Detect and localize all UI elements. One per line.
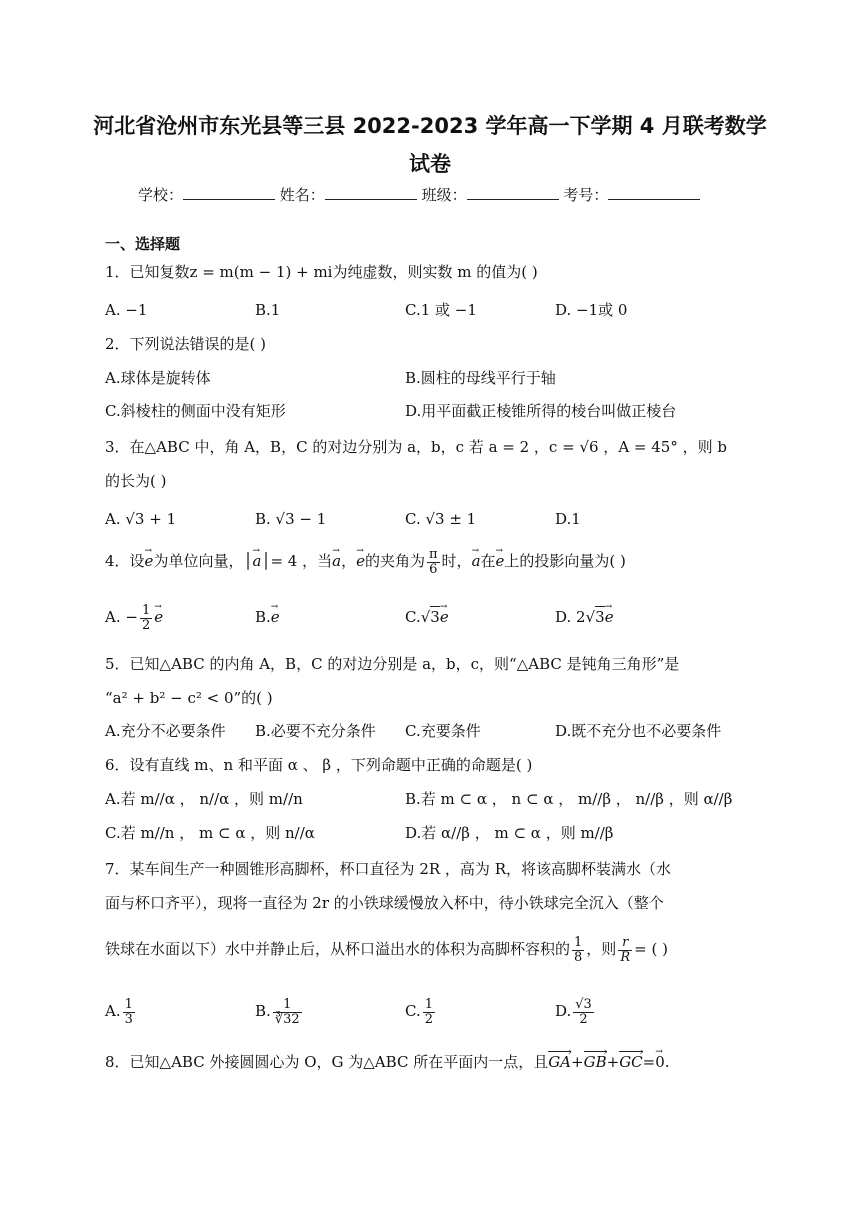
student-info-row xyxy=(138,184,700,205)
exam-no-label: 考号： xyxy=(563,186,609,204)
question-1: 1．已知复数z = m(m − 1) + mi为纯虚数，则实数 m 的值为( ) xyxy=(105,263,538,281)
vector-GC: GC › xyxy=(619,1051,642,1071)
q7-option-c: C. $\frac{1}{2}$ xyxy=(405,997,433,1027)
q2-option-d: D.用平面截正棱锥所得的棱台叫做正棱台 xyxy=(405,402,677,420)
question-5-line-1: 5．已知△ABC 的内角 A，B，C 的对边分别是 a，b，c，则“△ABC 是钝角三角形”是 xyxy=(105,655,680,673)
zero-vector: → 0 xyxy=(655,1052,665,1072)
vector-a-magnitude: → a xyxy=(252,551,261,571)
section-heading: 一、选择题 xyxy=(105,235,181,253)
class-blank[interactable] xyxy=(467,185,559,200)
q1-option-c: C.1 或 −1 xyxy=(405,301,477,319)
q7-option-b: B. $\frac{1}{∛32}$ xyxy=(255,997,300,1027)
page-title-continued: 试卷 xyxy=(409,152,451,176)
q4-option-a: A. − $\frac{1}{2}$ → e xyxy=(105,604,163,632)
q7-option-d: D. $\frac{√3}{2}$ xyxy=(555,997,592,1027)
fraction-1-over-8: $\frac{1}{8}$ xyxy=(574,935,583,965)
q5-option-b: B.必要不充分条件 xyxy=(255,722,376,740)
question-5-line-2: “a² + b² − c² < 0”的( ) xyxy=(105,689,273,707)
q4-option-c: C.√3→ e xyxy=(405,607,449,627)
question-3-line-2: 的长为( ) xyxy=(105,472,167,490)
fraction-pi-over-6: $\frac{\pi}{6}$ xyxy=(429,547,438,577)
q2-option-a: A.球体是旋转体 xyxy=(105,369,211,387)
q1-option-d: D. −1或 0 xyxy=(555,301,628,319)
q4-option-b: B.→ e xyxy=(255,607,280,627)
fraction-r-over-R: $\frac{r}{R}$ xyxy=(620,935,631,965)
q3-option-b: B. √3 − 1 xyxy=(255,510,327,528)
q5-option-c: C.充要条件 xyxy=(405,722,481,740)
question-7-line-1: 7．某车间生产一种圆锥形高脚杯，杯口直径为 2R ，高为 R，将该高脚杯装满水（水 xyxy=(105,860,671,878)
q6-option-a: A.若 m//α ， n//α ，则 m//n xyxy=(105,790,303,808)
vector-GB: GB › xyxy=(584,1051,607,1071)
name-blank[interactable] xyxy=(325,185,417,200)
q6-option-d: D.若 α//β ， m ⊂ α ，则 m//β xyxy=(405,824,614,842)
q2-option-c: C.斜棱柱的侧面中没有矩形 xyxy=(105,402,286,420)
exam-no-blank[interactable] xyxy=(608,185,700,200)
q6-option-c: C.若 m//n ， m ⊂ α ，则 n//α xyxy=(105,824,315,842)
q1-option-a: A. −1 xyxy=(105,301,148,319)
question-3-line-1: 3．在△ABC 中，角 A，B，C 的对边分别为 a，b，c 若 a = 2 ，c = √6 ，A = 45° ，则 b xyxy=(105,438,727,456)
q3-option-a: A. √3 + 1 xyxy=(105,510,177,528)
vector-GA: GA › xyxy=(548,1051,571,1071)
question-4: 4．设→ e为单位向量，│→ a│= 4 ，当→ a，→ e的夹角为 $\frac{\pi}{6}$ 时，→ a在→ e上的投影向量为( ) xyxy=(105,548,626,576)
name-label: 姓名： xyxy=(279,186,325,204)
q4-option-d: D. 2√3→ e xyxy=(555,607,614,627)
class-label: 班级： xyxy=(421,186,467,204)
question-2: 2．下列说法错误的是( ) xyxy=(105,335,267,353)
school-blank[interactable] xyxy=(183,185,275,200)
q2-option-b: B.圆柱的母线平行于轴 xyxy=(405,369,556,387)
question-8: 8．已知△ABC 外接圆圆心为 O，G 为△ABC 所在平面内一点，且GA ›+GB ›+GC ›=→ 0. xyxy=(105,1052,670,1072)
q3-option-d: D.1 xyxy=(555,510,581,528)
q3-option-c: C. √3 ± 1 xyxy=(405,510,477,528)
school-label: 学校： xyxy=(138,186,184,204)
q6-option-b: B.若 m ⊂ α ， n ⊂ α ， m//β ， n//β ，则 α//β xyxy=(405,790,733,808)
question-7-line-2: 面与杯口齐平），现将一直径为 2r 的小铁球缓慢放入杯中，待小铁球完全沉入（整个 xyxy=(105,894,664,912)
question-6: 6．设有直线 m、n 和平面 α 、 β ，下列命题中正确的命题是( ) xyxy=(105,756,533,774)
q7-option-a: A. $\frac{1}{3}$ xyxy=(105,997,133,1027)
page-title: 河北省沧州市东光县等三县 2022-2023 学年高一下学期 4 月联考数学 xyxy=(93,114,767,138)
q5-option-d: D.既不充分也不必要条件 xyxy=(555,722,722,740)
vector-e: → e xyxy=(145,551,154,571)
question-7-line-3: 铁球在水面以下）水中并静止后，从杯口溢出水的体积为高脚杯容积的 $\frac{1}{8}$ ，则 $\frac{r}{R}$ = ( ) xyxy=(105,935,668,965)
q5-option-a: A.充分不必要条件 xyxy=(105,722,226,740)
q1-option-b: B.1 xyxy=(255,301,281,319)
